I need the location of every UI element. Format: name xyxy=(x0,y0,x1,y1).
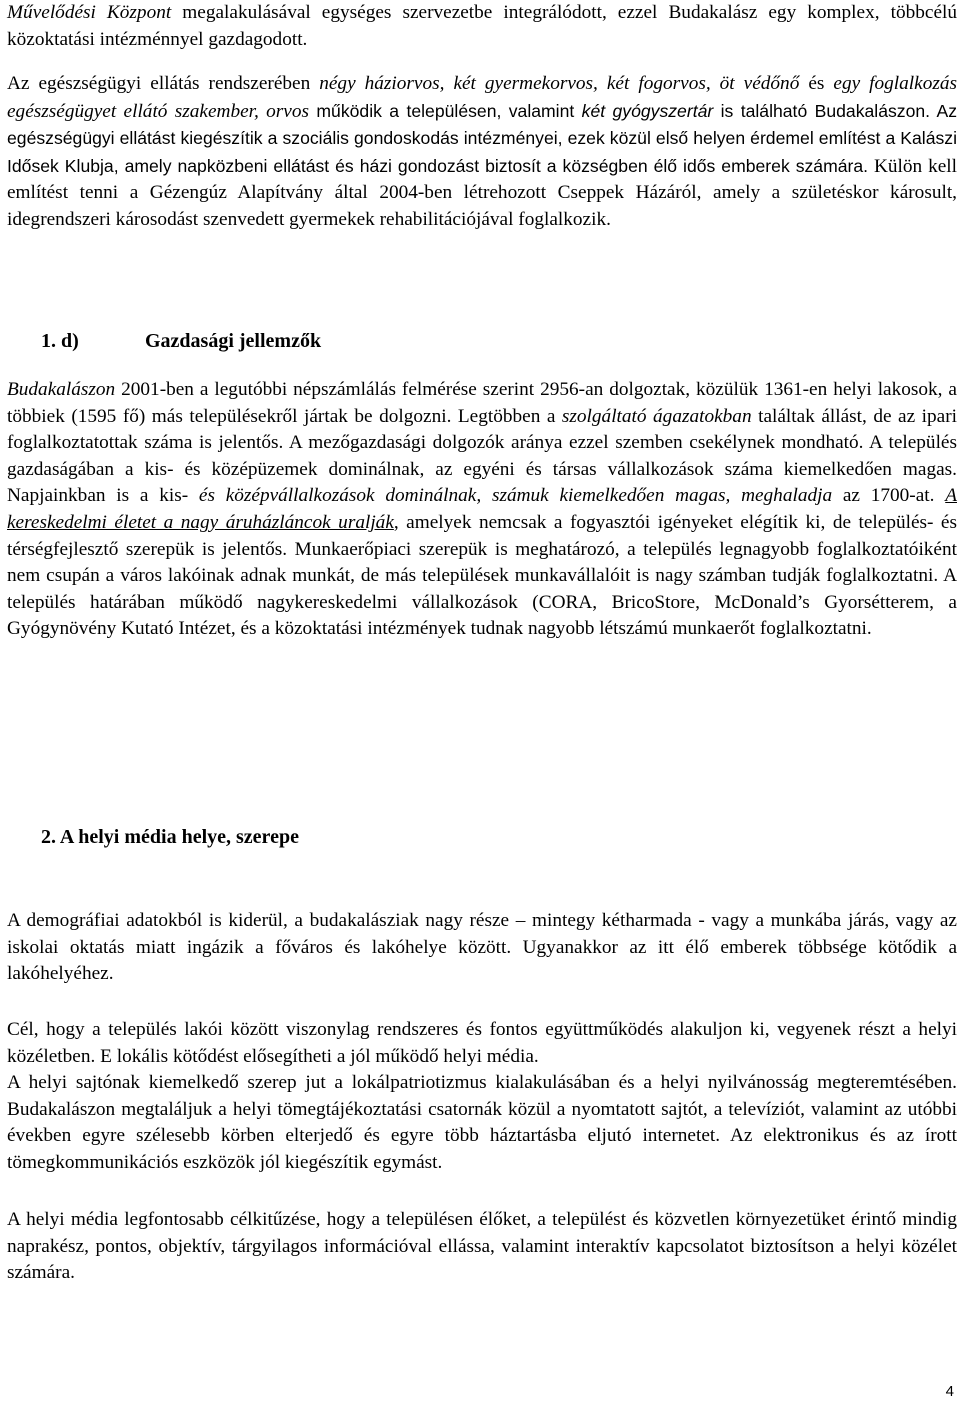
page-number: 4 xyxy=(945,1383,954,1400)
paragraph-text: megalakulásával egységes szervezetbe integrálódott, ezzel Budakalász egy komplex, többcélú közoktatási intézménnyel gazdagodott. xyxy=(7,2,957,50)
paragraph-text: , amelyek nemcsak a fogyasztói igényeket elégítik ki, de település- és térségfejlesztő szerepük is jelentős. Munkaerőpiaci szerepük is meghatározó, a település legnagyobb foglalkoztatóiként nem csupán a város lakóinak adnak munkát, de más települések munkavállalóit is nagy számban tudják foglalkoztatni. A település határában működő nagykereskedelmi vállalkozások (CORA, BricoStore, McDonald’s Gyorsétterem, a Gyógynövény Kutató Intézet, és a közoktatási intézmények tudnak nagyobb létszámú munkaerőt foglalkoztatni. xyxy=(7,511,957,640)
italic-text: egy foglalkozás egészségügyet ellátó szakember, orvos xyxy=(7,73,958,122)
italic-text: Budakalászon xyxy=(7,379,116,400)
section-heading-economy xyxy=(41,330,321,353)
paragraph-demography: A demográfiai adatokból is kiderül, a budakalásziak nagy része – mintegy kétharmada - vagy a munkába járás, vagy az iskolai oktatás miatt ingázik a főváros és lakóhelye között. Ugyanakkor az itt élő emberek többsége kötődik a lakóhelyéhez. xyxy=(7,910,957,985)
section-number: 2. xyxy=(41,826,56,848)
paragraph-text: működik a településen, valamint xyxy=(309,100,582,121)
paragraph-text: és xyxy=(799,73,834,94)
paragraph-text: az 1700-at. xyxy=(832,485,946,507)
paragraph-media-objective: A helyi média legfontosabb célkitűzése, hogy a településen élőket, a települést és közvetlen környezetüket érintő mindig naprakész, pontos, objektív, tárgyilagos információval ellássa, valamint interaktív kapcsolatot biztosítson a helyi közélet számára. xyxy=(7,1209,957,1284)
paragraph-goal: Cél, hogy a település lakói között viszonylag rendszeres és fontos együttműködés alakuljon ki, vegyenek részt a helyi közéletben. E lokális kötődést elősegítheti a jól működő helyi média. xyxy=(7,1019,957,1067)
italic-text: Művelődési Központ xyxy=(7,2,172,23)
paragraph-text: Az egészségügyi ellátás rendszerében xyxy=(7,73,320,94)
section-heading-local-media xyxy=(41,826,299,849)
paragraph-text: 2001-ben a legutóbbi népszámlálás felmérése szerint 2956-an dolgoztak, közülük 1361-en helyi lakosok, a többiek (1595 fő) más településekről jártak be dolgozni. Legtöbben a xyxy=(7,379,957,427)
paragraph-economy xyxy=(7,377,957,643)
italic-text: négy háziorvos, két gyermekorvos, két fogorvos, öt védőnő xyxy=(319,73,800,94)
paragraph-text: Az egészségügyi ellátást kiegészítik a szociális gondoskodás intézményei, ezek közül első helyen érdemel említést a Kalászi Idősek Klubja, amely napközbeni ellátást és házi gondozást biztosít a községben élő idős emberek számára. xyxy=(7,100,957,176)
italic-text: két gyógyszertár xyxy=(581,100,714,121)
section-title: A helyi média helye, szerepe xyxy=(59,826,299,848)
section-number: 1. d) xyxy=(41,330,79,352)
paragraph-health-care xyxy=(7,71,957,234)
paragraph-text: találtak állást, de az ipari foglalkoztatottak száma is jelentős. A mezőgazdasági dolgozók aránya ezzel szemben csekélynek mondható. A település gazdaságában a kis- és középüzemek dominálnak, az egyéni és társas vállalkozások száma kiemelkedően magas. Napjainkban is a kis- xyxy=(7,405,957,507)
section-title: Gazdasági jellemzők xyxy=(145,330,322,352)
paragraph-cultural-center xyxy=(7,0,957,53)
paragraph-local-press: A helyi sajtónak kiemelkedő szerep jut a lokálpatriotizmus kialakulásában és a helyi nyilvánosság megteremtésében. Budakalászon megtaláljuk a helyi tömegtájékoztatási csatornák közül a nyomtatott sajtót, a televíziót, valamint az utóbbi években egyre szélesebb körben elterjedő és egyre több háztartásba eljutó internetet. Az elektronikus és az írott tömegkommunikációs eszközök jól kiegészítik egymást. xyxy=(7,1072,957,1173)
italic-text: és középvállalkozások dominálnak, számuk kiemelkedően magas, meghaladja xyxy=(198,485,833,507)
italic-underlined-text: A kereskedelmi életet a nagy áruházláncok uralják xyxy=(7,485,957,533)
italic-text: szolgáltató ágazatokban xyxy=(561,405,752,427)
paragraph-text: Külön kell említést tenni a Gézengúz Alapítvány által 2004-ben létrehozott Cseppek Házáról, amely a születéskor károsult, idegrendszeri károsodást szenvedett gyermekek rehabilitációjával foglalkozik. xyxy=(7,155,957,230)
paragraph-text: is található Budakalászon. xyxy=(713,100,931,121)
